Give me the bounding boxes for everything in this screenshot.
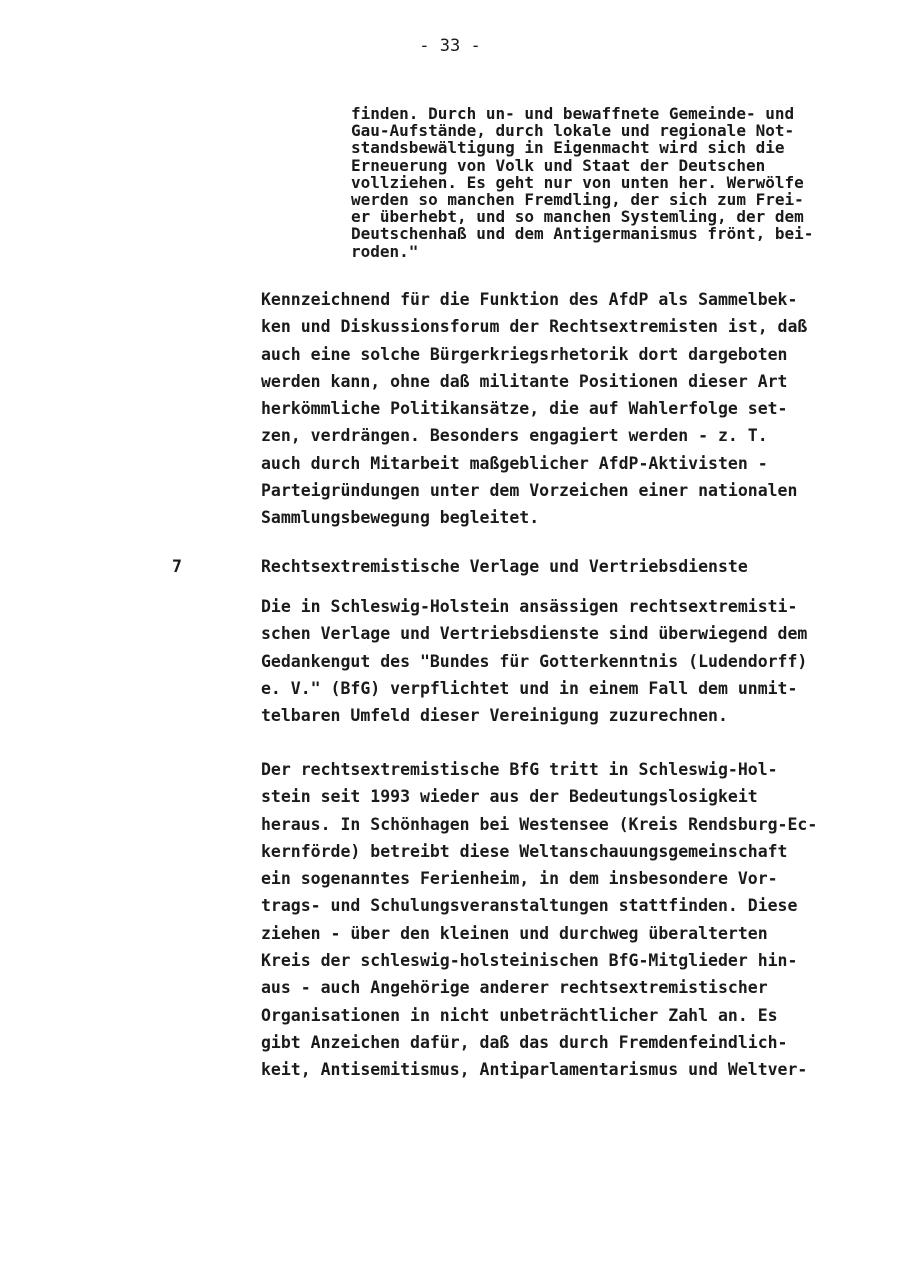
quote-line: er überhebt, und so manchen Systemling, der dem [351,207,804,227]
page-number: - 33 - [419,36,481,56]
text-line: kernförde) betreibt diese Weltanschauungsgemeinschaft [261,841,788,861]
text-line: Parteigründungen unter dem Vorzeichen einer nationalen [261,481,798,501]
text-line: Der rechtsextremistische BfG tritt in Schleswig-Hol- [261,760,778,779]
text-line: telbaren Umfeld dieser Vereinigung zuzurechnen. [261,706,728,726]
quote-line: Deutschenhaß und dem Antigermanismus frönt, bei- [351,224,814,244]
text-line: Sammlungsbewegung begleitet. [261,508,540,528]
quote-line: finden. Durch un- und bewaffnete Gemeinde- und [351,104,795,123]
quote-line: werden so manchen Fremdling, der sich zum Frei- [351,190,804,210]
text-line: ein sogenanntes Ferienheim, in dem insbesondere Vor- [261,869,778,889]
text-line: ken und Diskussionsforum der Rechtsextremisten ist, daß [261,317,808,337]
paragraph-1 [261,286,881,532]
text-line: Kreis der schleswig-holsteinischen BfG-Mitglieder hin- [261,951,798,971]
paragraph-3 [261,756,881,1084]
quote-line: vollziehen. Es geht nur von unten her. Werwölfe [351,172,804,192]
text-line: auch durch Mitarbeit maßgeblicher AfdP-Aktivisten - [261,453,768,473]
text-line: auch eine solche Bürgerkriegsrhetorik dort dargeboten [261,344,788,364]
text-line: heraus. In Schönhagen bei Westensee (Kreis Rendsburg-Ec- [261,814,818,834]
text-line: Kennzeichnend für die Funktion des AfdP als Sammelbek- [261,290,798,309]
section-number: 7 [172,557,182,576]
paragraph-2 [261,593,881,729]
section-heading: Rechtsextremistische Verlage und Vertriebsdienste [261,557,748,576]
text-line: Organisationen in nicht unbeträchtlicher Zahl an. Es [261,1005,778,1025]
text-line: werden kann, ohne daß militante Positionen dieser Art [261,371,788,391]
text-line: zen, verdrängen. Besonders engagiert werden - z. T. [261,426,768,446]
text-line: keit, Antisemitismus, Antiparlamentarismus und Weltver- [261,1060,808,1080]
text-line: Die in Schleswig-Holstein ansässigen rechtsextremisti- [261,597,798,616]
text-line: herkömmliche Politikansätze, die auf Wahlerfolge set- [261,399,788,419]
quote-line: Gau-Aufstände, durch lokale und regionale Not- [351,121,795,141]
quote-line: standsbewältigung in Eigenmacht wird sich die [351,138,785,158]
text-line: aus - auch Angehörige anderer rechtsextremistischer [261,978,768,998]
text-line: gibt Anzeichen dafür, daß das durch Fremdenfeindlich- [261,1032,788,1052]
quote-line: Erneuerung von Volk und Staat der Deutschen [351,155,766,175]
text-line: e. V." (BfG) verpflichtet und in einem Fall dem unmit- [261,678,798,698]
quote-line: roden." [351,241,419,261]
text-line: ziehen - über den kleinen und durchweg überalterten [261,923,768,943]
text-line: schen Verlage und Vertriebsdienste sind überwiegend dem [261,624,808,644]
quote-block [351,105,881,260]
text-line: trags- und Schulungsveranstaltungen stattfinden. Diese [261,896,798,916]
text-line: Gedankengut des "Bundes für Gotterkenntnis (Ludendorff) [261,651,808,671]
text-line: stein seit 1993 wieder aus der Bedeutungslosigkeit [261,787,758,807]
